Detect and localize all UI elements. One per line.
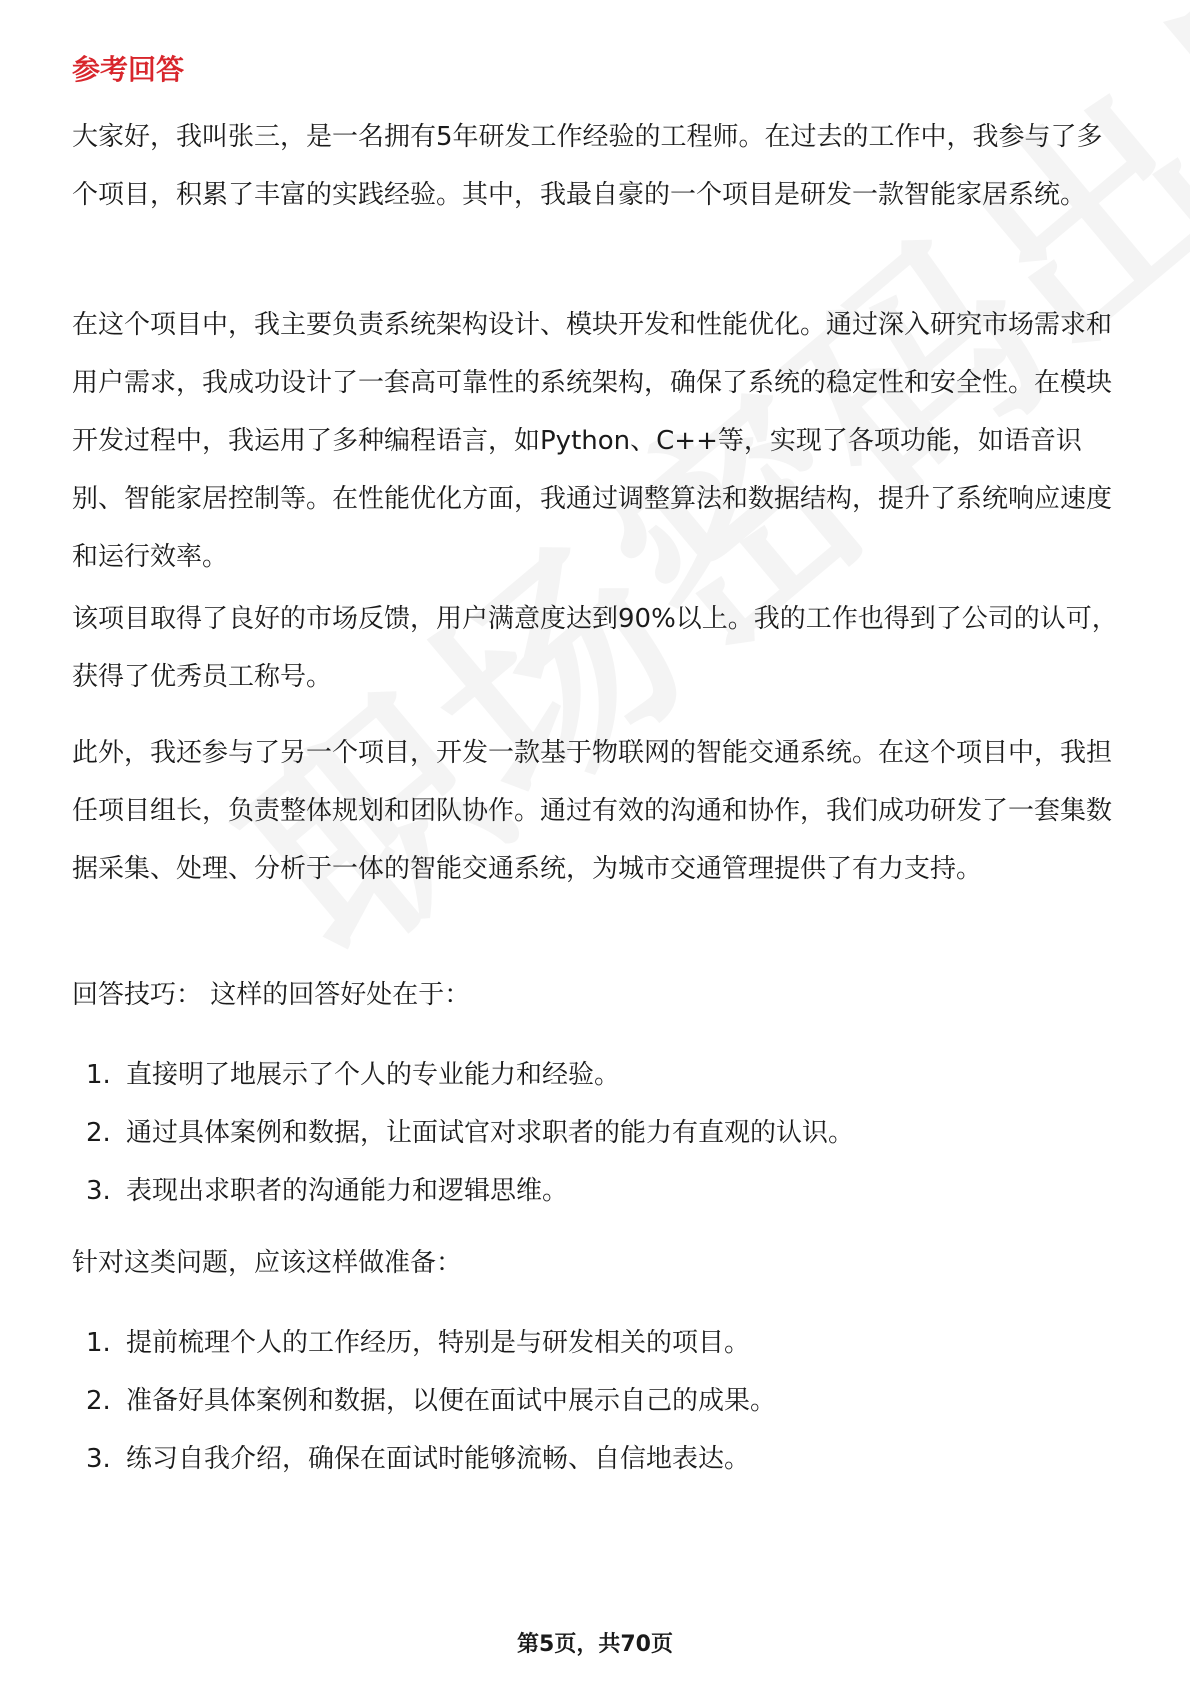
list-text: 准备好具体案例和数据，以便在面试中展示自己的成果。 [126,1386,777,1416]
list-number: 1. [86,1060,111,1090]
prep-title: 针对这类问题，应该这样做准备： [72,1248,463,1278]
tips-title: 回答技巧： 这样的回答好处在于： [72,980,471,1010]
list-number: 3. [86,1444,111,1474]
answer-paragraph-2: 在这个项目中，我主要负责系统架构设计、模块开发和性能优化。通过深入研究市场需求和用户需求，我成功设计了一套高可靠性的系统架构，确保了系统的稳定性和安全性。在模块开发过程中，我运用了多种编程语言，如Python、C++等，实现了各项功能，如语音识别、智能家居控制等。在性能优化方面，我通过调整算法和数据结构，提升了系统响应速度和运行效率。 [72,310,1113,572]
list-item [72,1314,1122,1372]
list-number: 3. [86,1176,111,1206]
list-number: 1. [86,1328,111,1358]
list-text: 直接明了地展示了个人的专业能力和经验。 [126,1060,621,1090]
list-number: 2. [86,1118,111,1148]
list-text: 提前梳理个人的工作经历，特别是与研发相关的项目。 [126,1328,751,1358]
list-item [72,1046,1122,1104]
section-heading: 参考回答 [72,53,185,86]
list-text: 表现出求职者的沟通能力和逻辑思维。 [126,1176,569,1206]
list-item [72,1104,1122,1162]
list-item [72,1430,1122,1488]
answer-paragraph-1: 大家好，我叫张三，是一名拥有5年研发工作经验的工程师。在过去的工作中，我参与了多个项目，积累了丰富的实践经验。其中，我最自豪的一个项目是研发一款智能家居系统。 [72,122,1103,210]
list-number: 2. [86,1386,111,1416]
page-number: 第5页，共70页 [517,1632,673,1657]
list-item [72,1162,1122,1220]
list-text: 练习自我介绍，确保在面试时能够流畅、自信地表达。 [126,1444,751,1474]
tips-list [72,1046,1122,1220]
list-item [72,1372,1122,1430]
list-text: 通过具体案例和数据，让面试官对求职者的能力有直观的认识。 [126,1118,855,1148]
answer-paragraph-3: 该项目取得了良好的市场反馈，用户满意度达到90%以上。我的工作也得到了公司的认可，获得了优秀员工称号。 [72,604,1118,692]
prep-list [72,1314,1122,1488]
answer-paragraph-4: 此外，我还参与了另一个项目，开发一款基于物联网的智能交通系统。在这个项目中，我担任项目组长，负责整体规划和团队协作。通过有效的沟通和协作，我们成功研发了一套集数据采集、处理、分析于一体的智能交通系统，为城市交通管理提供了有力支持。 [72,738,1113,884]
